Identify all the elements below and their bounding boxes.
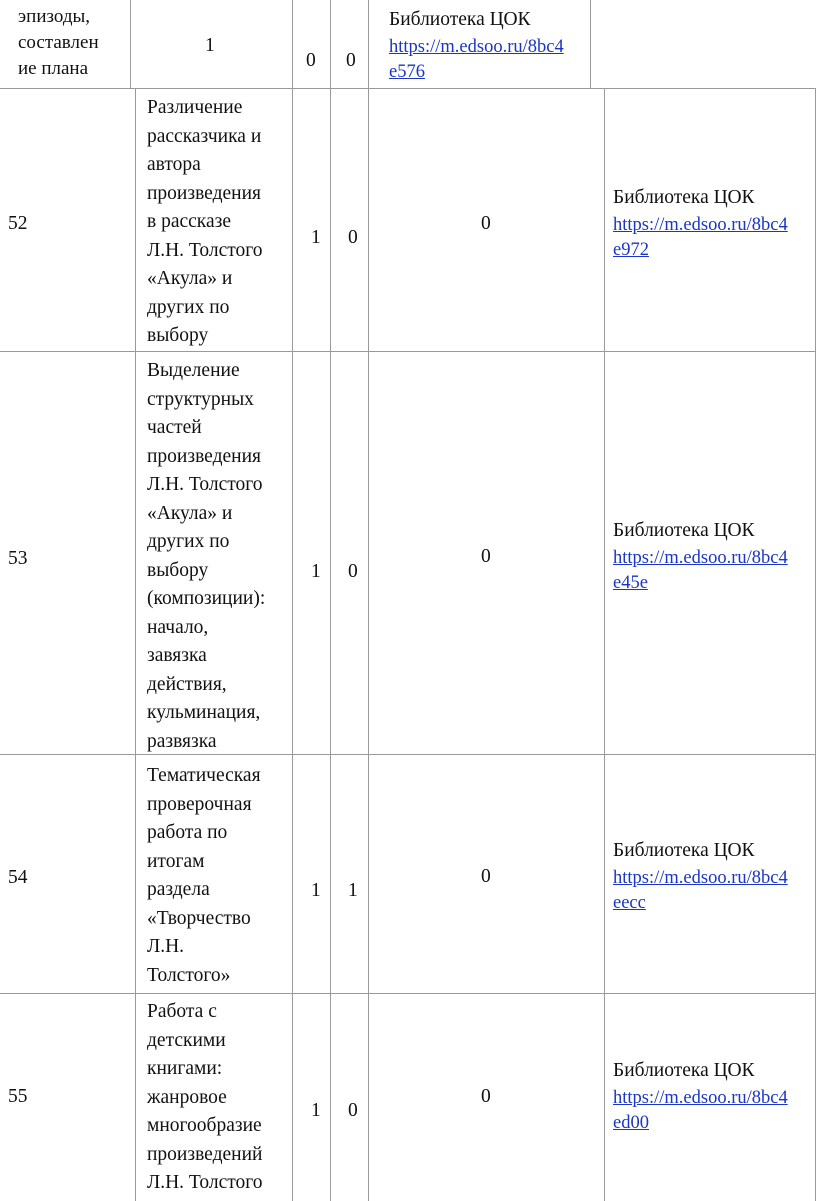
- cok-link[interactable]: [389, 35, 564, 85]
- top-row-lesson-title: [18, 4, 99, 82]
- cok-label: Библиотека ЦОК: [613, 187, 755, 208]
- practice: 0: [481, 213, 491, 234]
- cok-link-line: https://m.edsoo.ru/8bc4: [613, 214, 788, 235]
- title-line: начало,: [147, 616, 209, 638]
- title-line: завязка: [147, 645, 207, 666]
- cok-link[interactable]: [613, 866, 788, 916]
- cok-label: Библиотека ЦОК: [389, 9, 531, 30]
- title-line: (композиции):: [147, 588, 266, 609]
- cok-link[interactable]: [613, 1086, 788, 1136]
- cok-link-line: https://m.edsoo.ru/8bc4: [613, 1087, 788, 1108]
- hours: 1: [311, 561, 321, 582]
- cok-link[interactable]: [613, 213, 788, 263]
- cok-link-line: e45e: [613, 572, 648, 593]
- cok-resource: [613, 184, 788, 263]
- title-line: Толстого»: [147, 964, 231, 986]
- title-line: детскими: [147, 1029, 226, 1051]
- title-line: автора: [147, 154, 201, 175]
- hours: 1: [311, 1100, 321, 1121]
- top-row-tests: 0: [306, 50, 316, 71]
- cok-label: Библиотека ЦОК: [613, 520, 755, 541]
- top-row-practice: 0: [346, 50, 356, 71]
- tests: 1: [348, 880, 358, 901]
- practice: 0: [481, 1086, 491, 1107]
- cok-link-line: e576: [389, 61, 425, 82]
- cok-link-line: https://m.edsoo.ru/8bc4: [389, 36, 564, 57]
- title-line: проверочная: [147, 793, 252, 815]
- title-line: Л.Н. Толстого: [147, 1172, 263, 1193]
- title-line: многообразие: [147, 1115, 262, 1136]
- hours: 1: [311, 880, 321, 901]
- title-line: Работа с: [147, 1001, 217, 1022]
- practice: 0: [481, 546, 491, 567]
- row-number: 53: [8, 548, 28, 569]
- cok-label: Библиотека ЦОК: [613, 1060, 755, 1081]
- practice: 0: [481, 866, 491, 887]
- cok-link-line: https://m.edsoo.ru/8bc4: [613, 867, 788, 888]
- cok-link-line: eecc: [613, 892, 646, 913]
- title-line: действия,: [147, 673, 227, 695]
- title-line: в рассказе: [147, 211, 231, 232]
- title-line: выбору: [147, 559, 209, 581]
- title-line: итогам: [147, 850, 205, 872]
- title-line: структурных: [147, 388, 254, 410]
- lesson-title: [147, 357, 265, 756]
- title-line: рассказчика и: [147, 125, 262, 147]
- cok-link-line: https://m.edsoo.ru/8bc4: [613, 547, 788, 568]
- title-line: частей: [147, 417, 202, 438]
- title-line: Тематическая: [147, 765, 261, 786]
- lesson-title: [147, 94, 263, 351]
- title-line: других по: [147, 531, 230, 552]
- title-line: «Акула» и: [147, 502, 233, 524]
- cok-link-line: e972: [613, 239, 649, 260]
- title-line: книгами:: [147, 1058, 223, 1079]
- title-line: «Акула» и: [147, 268, 233, 289]
- title-line: «Творчество: [147, 907, 251, 929]
- title-line: жанровое: [147, 1086, 227, 1108]
- top-row-hours: 1: [205, 35, 215, 56]
- cok-link-line: ed00: [613, 1112, 649, 1133]
- tests: 0: [348, 1100, 358, 1121]
- top-row-cok: [389, 6, 564, 85]
- title-line: Выделение: [147, 360, 240, 381]
- title-line: Различение: [147, 97, 243, 118]
- tests: 0: [348, 561, 358, 582]
- title-line: других по: [147, 296, 230, 318]
- cok-link[interactable]: [613, 546, 788, 596]
- title-line: выбору: [147, 325, 209, 346]
- title-line: кульминация,: [147, 702, 261, 723]
- row-number: 55: [8, 1086, 28, 1107]
- lesson-title: [147, 762, 261, 990]
- row-number: 52: [8, 213, 28, 234]
- title-line: Л.Н. Толстого: [147, 239, 263, 261]
- title-line: ие плана: [18, 58, 89, 79]
- cok-resource: [613, 837, 788, 916]
- title-line: Л.Н. Толстого: [147, 474, 263, 495]
- cok-resource: [613, 1057, 788, 1136]
- title-line: развязка: [147, 730, 217, 752]
- title-line: произведения: [147, 445, 261, 467]
- hours: 1: [311, 227, 321, 248]
- title-line: произведений: [147, 1143, 263, 1165]
- title-line: составлен: [18, 32, 99, 53]
- cok-label: Библиотека ЦОК: [613, 840, 755, 861]
- title-line: эпизоды,: [18, 6, 91, 27]
- cok-resource: [613, 517, 788, 596]
- title-line: произведения: [147, 182, 261, 204]
- row-number: 54: [8, 867, 28, 888]
- tests: 0: [348, 227, 358, 248]
- title-line: раздела: [147, 879, 210, 900]
- title-line: работа по: [147, 822, 228, 843]
- lesson-title: [147, 998, 263, 1198]
- title-line: Л.Н.: [147, 936, 185, 957]
